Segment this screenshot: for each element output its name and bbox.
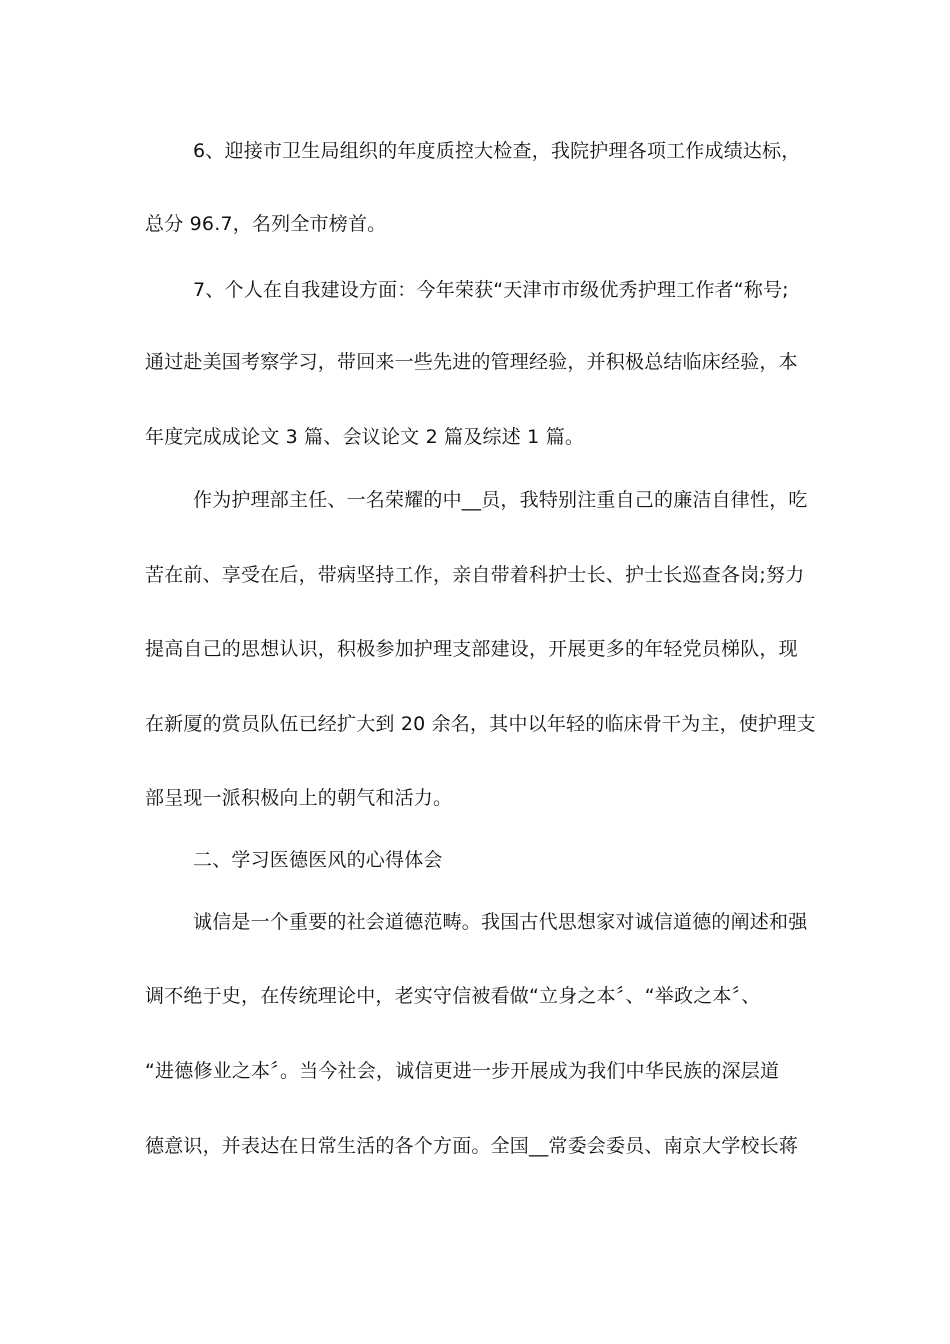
paragraph-line: “进德修业之本〞。当今社会，诚信更进一步开展成为我们中华民族的深层道 (145, 1060, 780, 1082)
paragraph-line: 通过赴美国考察学习，带回来一些先进的管理经验，并积极总结临床经验，本 (145, 351, 798, 373)
paragraph-line: 部呈现一派积极向上的朝气和活力。 (145, 787, 453, 809)
paragraph-line: 德意识，并表达在日常生活的各个方面。全国__常委会委员、南京大学校长蒋 (145, 1135, 799, 1157)
paragraph-line: 调不绝于史，在传统理论中，老实守信被看做“立身之本〞、“举政之本〞、 (145, 985, 761, 1007)
paragraph-line: 作为护理部主任、一名荣耀的中__员，我特别注重自己的廉洁自律性，吃 (193, 489, 808, 511)
paragraph-line: 在新厦的赏员队伍已经扩大到 20 余名，其中以年轻的临床骨干为主，使护理支 (145, 713, 816, 735)
paragraph-line: 苦在前、享受在后，带病坚持工作，亲自带着科护士长、护士长巡查各岗;努力 (145, 564, 805, 586)
paragraph-line: 6、迎接市卫生局组织的年度质控大检查，我院护理各项工作成绩达标， (193, 140, 801, 162)
paragraph-line: 年度完成成论文 3 篇、会议论文 2 篇及综述 1 篇。 (145, 426, 585, 448)
paragraph-line: 诚信是一个重要的社会道德范畴。我国古代思想家对诚信道德的阐述和强 (193, 911, 808, 933)
paragraph-line: 提高自己的思想认识，积极参加护理支部建设，开展更多的年轻党员梯队，现 (145, 638, 798, 660)
paragraph-line: 总分 96.7，名列全市榜首。 (145, 213, 387, 235)
paragraph-line: 7、个人在自我建设方面：今年荣获“天津市市级优秀护理工作者“称号; (193, 279, 789, 301)
section-heading: 二、学习医德医风的心得体会 (193, 849, 443, 871)
